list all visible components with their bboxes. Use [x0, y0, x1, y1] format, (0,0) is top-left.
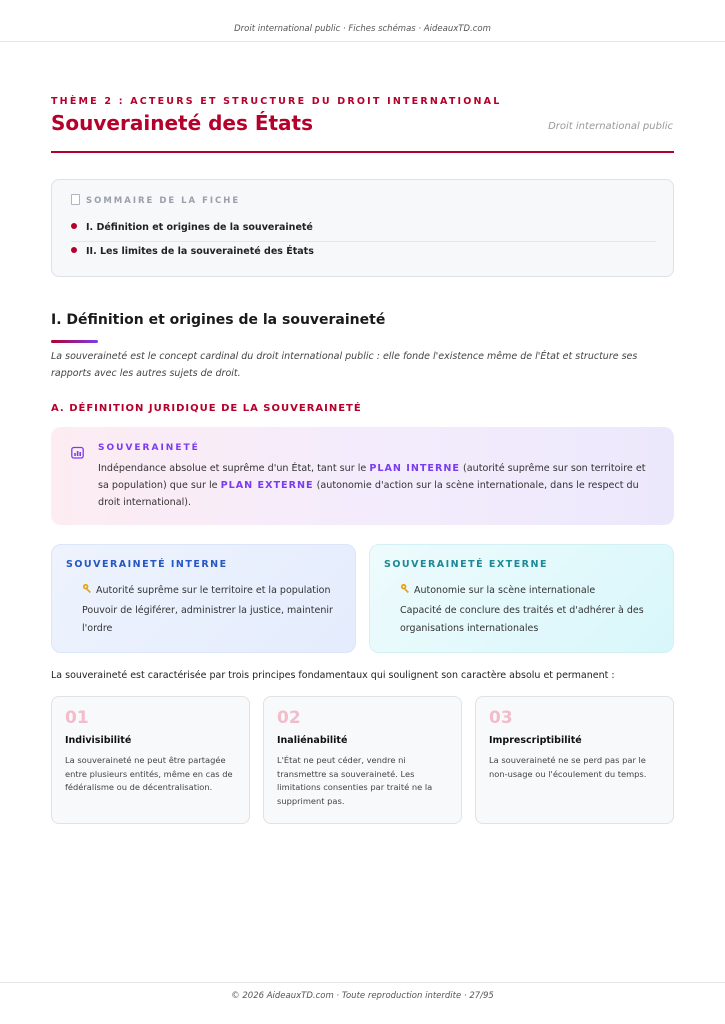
- bullet-dot: [71, 247, 77, 253]
- definition-text-part: (autorité suprême sur son territoire et sa population) que sur le: [98, 463, 646, 491]
- section-title-underline: [51, 340, 98, 343]
- definition-text-part: (autonomie d'action sur la scène internationale, dans le respect du droit international).: [98, 480, 639, 508]
- principle-description: La souveraineté ne peut être partagée entre plusieurs entités, même en cas de fédéralisme ou de décentralisation.: [65, 755, 233, 792]
- card-title: SOUVERAINETÉ INTERNE: [66, 559, 228, 570]
- internal-sovereignty-card: [51, 544, 356, 653]
- subject-label: Droit international public: [548, 121, 673, 132]
- principle-description: L'État ne peut céder, vendre ni transmettre sa souveraineté. Les limitations consenties par traité ne la suppriment pas.: [277, 755, 433, 806]
- section-intro: La souveraineté est le concept cardinal du droit international public : elle fonde l'existence même de l'État et structure ses rapports avec les autres sujets de droit.: [51, 351, 638, 379]
- toc-item-limits[interactable]: [71, 246, 656, 257]
- principle-card-indivisibility: [51, 696, 250, 824]
- definition-box: [51, 427, 674, 525]
- toc-heading-text: SOMMAIRE DE LA FICHE: [86, 196, 241, 206]
- card-line: [82, 583, 330, 596]
- running-header-text: Droit international public · Fiches schémas · AideauxTD.com: [234, 24, 491, 34]
- footer-text: © 2026 AideauxTD.com · Toute reproduction interdite · 27/95: [231, 991, 494, 1001]
- toc-item-definition[interactable]: [71, 222, 656, 242]
- card-line: Pouvoir de légiférer, administrer la justice, maintenir l'ordre: [82, 605, 333, 634]
- definition-term: SOUVERAINETÉ: [98, 443, 200, 453]
- subsection-title: A. DÉFINITION JURIDIQUE DE LA SOUVERAINETÉ: [51, 403, 362, 414]
- principle-card-imprescriptibility: [475, 696, 674, 824]
- page-title: Souveraineté des États: [51, 111, 314, 135]
- chart-icon: [71, 446, 84, 459]
- principle-description: La souveraineté ne se perd pas par le non-usage ou l'écoulement du temps.: [489, 755, 647, 779]
- card-line-text: Autorité suprême sur le territoire et la population: [96, 585, 331, 596]
- section-title: I. Définition et origines de la souveraineté: [51, 312, 386, 328]
- principles-intro: La souveraineté est caractérisée par trois principes fondamentaux qui soulignent son caractère absolu et permanent :: [51, 670, 615, 681]
- keyword-plan-interne: PLAN INTERNE: [369, 463, 460, 474]
- card-title: SOUVERAINETÉ EXTERNE: [384, 559, 548, 570]
- card-line: [400, 583, 595, 596]
- definition-text-part: Indépendance absolue et suprême d'un État, tant sur le: [98, 463, 370, 474]
- theme-label: THÈME 2 : ACTEURS ET STRUCTURE DU DROIT INTERNATIONAL: [51, 96, 502, 107]
- toc-item-label: I. Définition et origines de la souveraineté: [86, 222, 313, 233]
- principle-number: 01: [65, 708, 89, 728]
- keyword-plan-externe: PLAN EXTERNE: [220, 480, 314, 491]
- card-line: Capacité de conclure des traités et d'adhérer à des organisations internationales: [400, 605, 644, 634]
- running-header: [0, 0, 725, 42]
- document-icon: [71, 194, 80, 205]
- principle-name: Imprescriptibilité: [489, 735, 582, 746]
- principle-name: Indivisibilité: [65, 735, 132, 746]
- table-of-contents: [51, 179, 674, 277]
- principle-number: 02: [277, 708, 301, 728]
- principle-name: Inaliénabilité: [277, 735, 348, 746]
- principle-number: 03: [489, 708, 513, 728]
- key-icon: [82, 583, 93, 594]
- toc-item-label: II. Les limites de la souveraineté des États: [86, 246, 314, 257]
- title-divider: [51, 151, 674, 153]
- external-sovereignty-card: [369, 544, 674, 653]
- card-line-text: Autonomie sur la scène internationale: [414, 585, 596, 596]
- principle-card-inalienability: [263, 696, 462, 824]
- page-footer: [0, 982, 725, 1002]
- toc-heading: [71, 194, 240, 206]
- definition-text: [98, 460, 658, 511]
- key-icon: [400, 583, 411, 594]
- bullet-dot: [71, 223, 77, 229]
